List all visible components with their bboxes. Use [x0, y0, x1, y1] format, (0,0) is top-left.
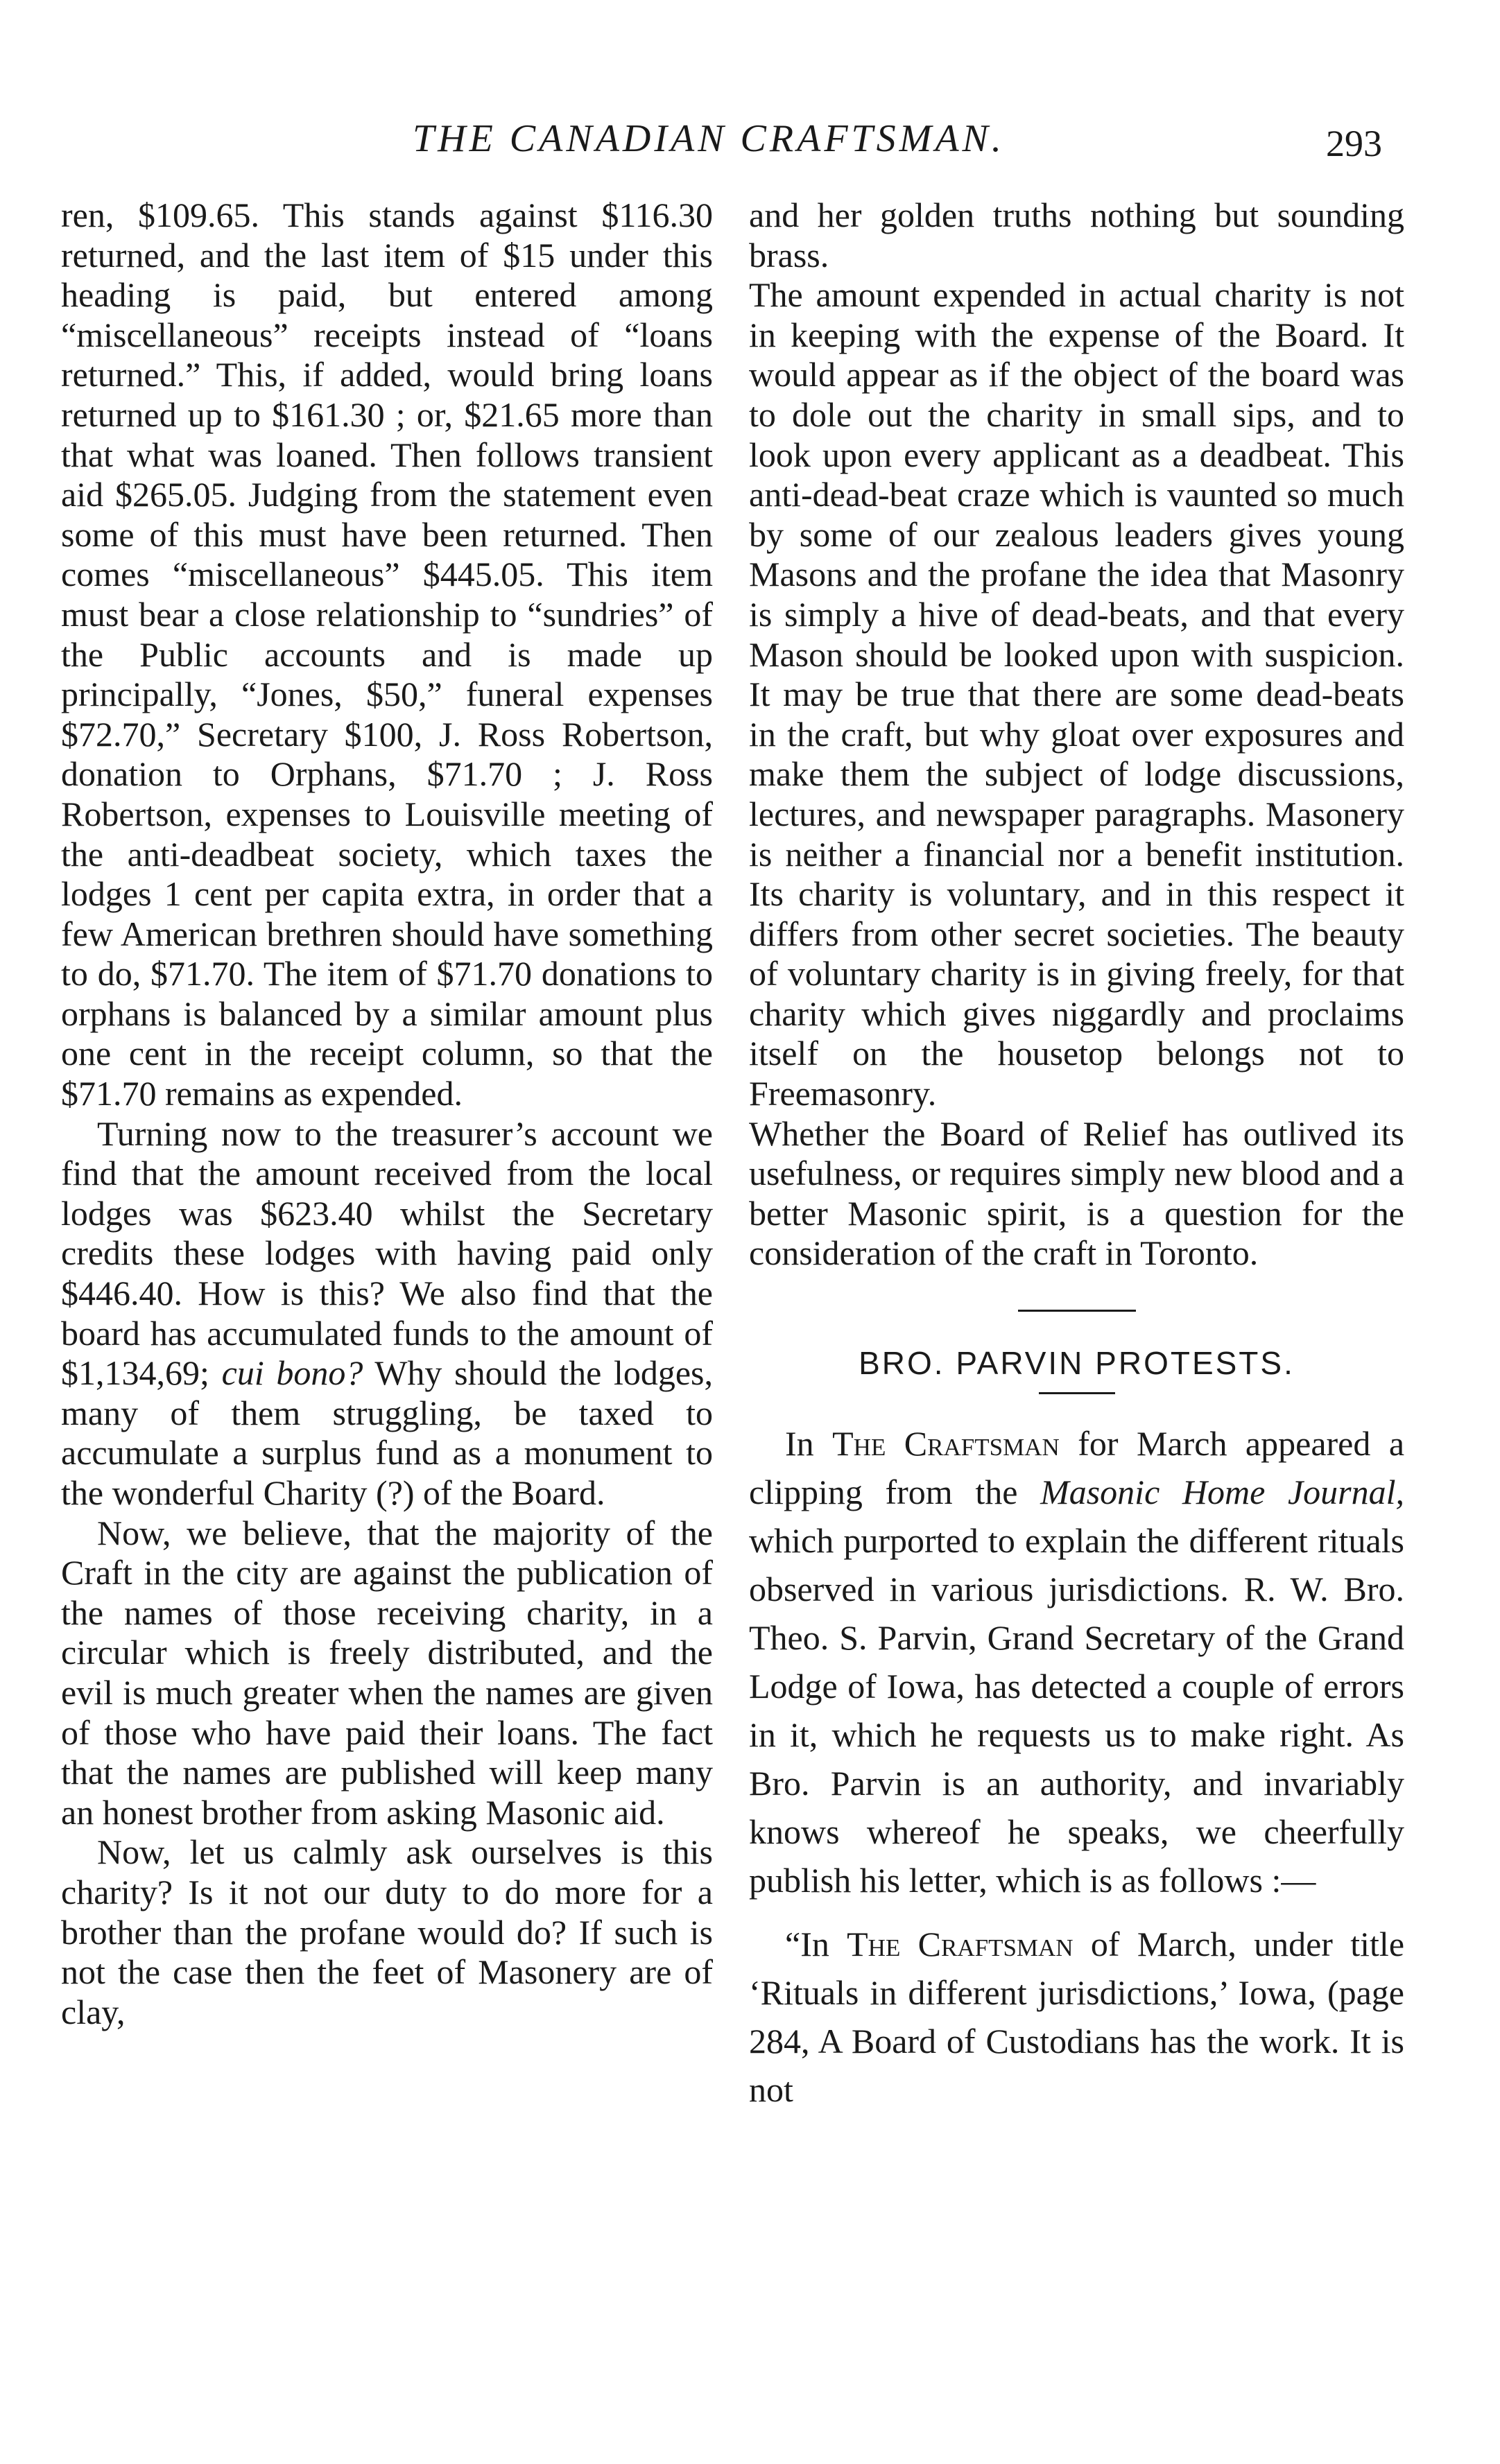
quote-text: of March, under title ‘Rituals in different jurisdictions,’ Iowa, (page 284, A Board of Custodians has the work. It is not: [749, 1924, 1405, 2109]
letter-section: [749, 1419, 1404, 2114]
section-heading: BRO. PARVIN PROTESTS.: [859, 1345, 1295, 1382]
running-title: THE CANADIAN CRAFTSMAN.: [413, 117, 1005, 160]
page-header: [0, 116, 1500, 172]
paragraph: Now, let us calmly ask ourselves is this charity? Is it not our duty to do more for a brother than the profane would do? If such is not the case then the feet of Masonery are of clay,: [61, 1832, 713, 2031]
paragraph: Now, we believe, that the majority of the Craft in the city are against the publication of the names of those receiving charity, in a circular which is freely distributed, and the evil is much greater when the names are given of those who have paid their loans. The fact that the names are published will keep many an honest brother from asking Masonic aid.: [61, 1513, 713, 1832]
left-column: [61, 196, 713, 2032]
intro-text: which purported to explain the different rituals observed in various jurisdictions. R. W. Bro. Theo. S. Parvin, Grand Secretary of the Grand Lodge of Iowa, has detected a couple of errors in it, which he requests us to make right. As Bro. Parvin is an authority, and invariably knows whereof he speaks, we cheerfully publish his letter, which is as follows :—: [749, 1520, 1404, 1900]
publication-name: The Craftsman: [847, 1924, 1074, 1963]
publication-name: The Craftsman: [832, 1423, 1060, 1463]
page-number: 293: [1326, 123, 1382, 164]
intro-lead: In: [785, 1423, 833, 1463]
paragraph: Whether the Board of Relief has outlived its usefulness, or requires simply new blood and a better Masonic spirit, is a question for the consideration of the craft in Toronto.: [749, 1113, 1404, 1273]
paragraph-text: Turning now to the treasurer’s account we find that the amount received from the local lodges was $623.40 whilst the Secretary credits these lodges with having paid only $446.40. How is this? We also find that the board has accumulated funds to the amount of $1,134,69;: [61, 1113, 713, 1393]
paragraph: The amount expended in actual charity is not in keeping with the expense of the Board. It would appear as if the object of the board was to dole out the charity in small sips, and to look upon every applicant as a deadbeat. This anti-dead-beat craze which is vaunted so much by some of our zealous leaders gives young Masons and the profane the idea that Masonry is simply a hive of dead-beats, and that every Mason should be looked upon with suspicion. It may be true that there are some dead-beats in the craft, but why gloat over exposures and make them the subject of lodge discussions, lectures, and newspaper paragraphs. Masonery is neither a financial nor a benefit institution. Its charity is voluntary, and in this respect it differs from other secret societies. The beauty of voluntary charity is in giving freely, for that charity which gives niggardly and proclaims itself on the housetop belongs not to Freemasonry.: [749, 275, 1404, 1113]
paragraph: ren, $109.65. This stands against $116.30 returned, and the last item of $15 under this heading is paid, but entered among “miscellaneous” receipts instead of “loans returned.” This, if added, would bring loans returned up to $161.30 ; or, $21.65 more than that what was loaned. Then follows transient aid $265.05. Judging from the statement even some of this must have been returned. Then comes “miscellaneous” $445.05. This item must bear a close relationship to “sundries” of the Public accounts and is made up principally, “Jones, $50,” funeral expenses $72.70,” Secretary $100, J. Ross Robertson, donation to Orphans, $71.70 ; J. Ross Robertson, expenses to Louisville meeting of the anti-deadbeat society, which taxes the lodges 1 cent per capita extra, in order that a few American brethren should have something to do, $71.70. The item of $71.70 donations to orphans is balanced by a similar amount plus one cent in the receipt column, so that the $71.70 remains as expended.: [61, 196, 713, 1113]
paragraph: and her golden truths nothing but sounding brass.: [749, 196, 1404, 275]
paragraph-text: Why should the lodges, many of them struggling, be taxed to accumulate a surplus fund as a monument to the wonderful Charity (?) of the Board.: [61, 1353, 714, 1512]
section-divider: [1018, 1310, 1136, 1312]
letter-quote: [749, 1920, 1404, 2114]
quote-lead: “In: [785, 1924, 847, 1963]
intro-paragraph: [749, 1419, 1404, 1905]
intro-text: for March appeared a clipping from the: [749, 1423, 1405, 1511]
italic-phrase: cui bono?: [221, 1353, 363, 1393]
heading-underline: [1039, 1392, 1115, 1394]
journal-name: Masonic Home Journal,: [1040, 1472, 1404, 1511]
right-column: [749, 196, 1404, 2114]
paragraph: [61, 1114, 713, 1513]
